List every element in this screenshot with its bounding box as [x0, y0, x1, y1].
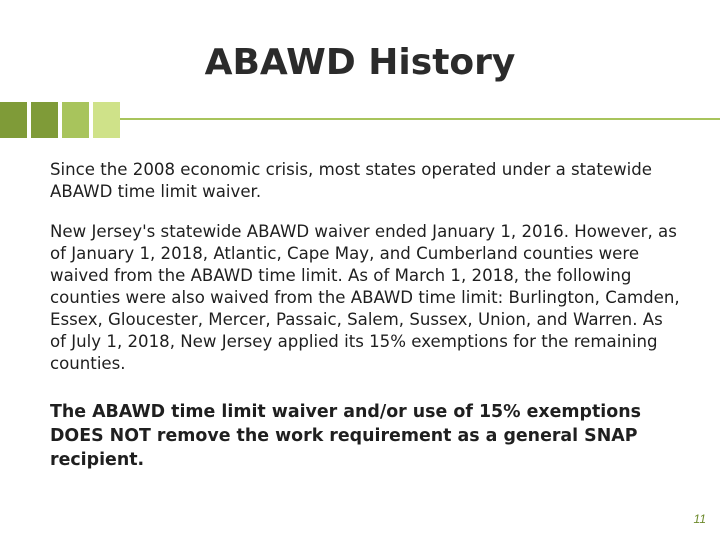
- paragraph-crisis: Since the 2008 economic crisis, most states operated under a statewide ABAWD time limit waiver.: [50, 160, 652, 201]
- paragraph-nj-waiver: New Jersey's statewide ABAWD waiver ended January 1, 2016. However, as of January 1, 2018, Atlantic, Cape May, and Cumberland counties were waived from the ABAWD time limit. As of March 1, 2018, the following counties were also waived from the ABAWD time limit: Burlington, Camden, Essex, Gloucester, Mercer, Passaic, Salem, Sussex, Union, and Warren. As of July 1, 2018, New Jersey applied its 15% exemptions for the remaining counties.: [50, 222, 680, 373]
- title-divider: [120, 118, 720, 120]
- paragraph-work-requirement: The ABAWD time limit waiver and/or use of 15% exemptions DOES NOT remove the work requirement as a general SNAP recipient.: [50, 402, 641, 470]
- slide-title: ABAWD History: [204, 42, 516, 83]
- decor-square-1: [0, 102, 27, 138]
- decor-square-3: [62, 102, 89, 138]
- decor-square-4: [93, 102, 120, 138]
- decor-square-2: [31, 102, 58, 138]
- page-number: 11: [693, 512, 706, 526]
